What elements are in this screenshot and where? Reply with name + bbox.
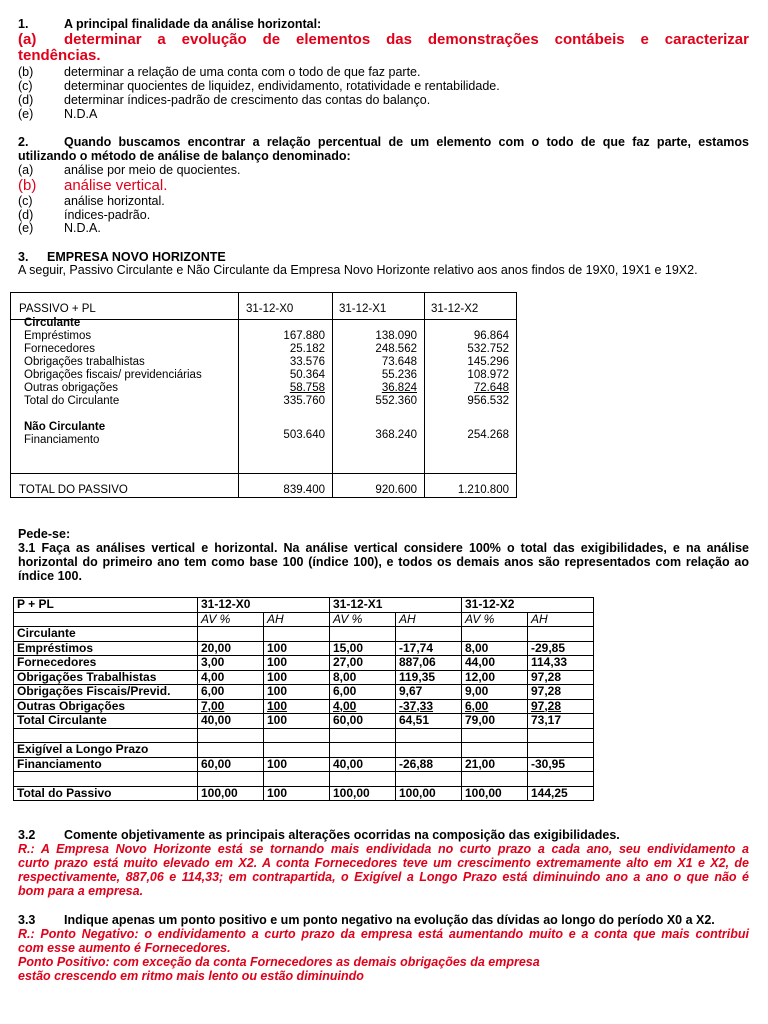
t2-cell — [330, 627, 396, 642]
q1-title: A principal finalidade da análise horizontal: — [64, 17, 322, 31]
t1-row-value: 25.182 — [289, 343, 325, 355]
q1-option-a-letter: (a) — [18, 31, 37, 48]
t1-row-label: Empréstimos — [24, 330, 92, 342]
t2-sub-av-x1: AV % — [330, 612, 396, 627]
t1-row-value: 36.824 — [381, 382, 417, 394]
t2-row — [14, 641, 594, 656]
q1-option-a-text: determinar a evolução de elementos das demonstrações contábeis e caracterizar — [64, 31, 749, 48]
t2-row — [14, 786, 594, 801]
t2-cell: 44,00 — [462, 656, 528, 671]
t2-cell — [462, 627, 528, 642]
t2-cell: 100,00 — [462, 786, 528, 801]
q2-option-e-text: N.D.A. — [64, 221, 101, 235]
q1-option-c-text: determinar quocientes de liquidez, endividamento, rotatividade e rentabilidade. — [64, 79, 500, 93]
t1-row-value: 33.576 — [289, 356, 325, 368]
q1-option-e-letter: (e) — [18, 107, 34, 121]
t2-row — [14, 699, 594, 714]
q2-title-line1: Quando buscamos encontrar a relação percentual de um elemento com o todo de que faz parte, estamos — [64, 135, 749, 149]
t2-h-x1: 31-12-X1 — [330, 598, 462, 613]
t1-row-label: Fornecedores — [24, 343, 95, 355]
t2-sub-blank — [14, 612, 198, 627]
t2-cell: -17,74 — [396, 641, 462, 656]
t2-cell — [264, 627, 330, 642]
q32-answer-line1: R.: A Empresa Novo Horizonte está se tornando mais endividada no curto prazo a cada ano, seu endividamento a — [18, 842, 749, 856]
t2-cell: 100 — [264, 786, 330, 801]
t1-row-value: 72.648 — [473, 382, 509, 394]
t2-cell — [396, 772, 462, 787]
t2-cell: 6,00 — [330, 685, 396, 700]
q2-option-b-text: análise vertical. — [64, 177, 168, 194]
q2-option-e-letter: (e) — [18, 221, 34, 235]
t1-header-x2: 31-12-X2 — [431, 303, 479, 315]
t1-row-value: 73.648 — [381, 356, 417, 368]
t2-row-label — [14, 772, 198, 787]
t1-row-value: 55.236 — [381, 369, 417, 381]
passivo-table — [10, 292, 517, 498]
t2-row-label: Outras Obrigações — [14, 699, 198, 714]
t2-sub-ah-x1: AH — [396, 612, 462, 627]
t2-row — [14, 772, 594, 787]
t1-row-value: 532.752 — [467, 343, 509, 355]
t2-sub-av-x0: AV % — [198, 612, 264, 627]
t2-cell: 100 — [264, 641, 330, 656]
t1-total-x2: 1.210.800 — [457, 484, 509, 496]
t2-cell — [528, 627, 594, 642]
pede-line2: horizontal do primeiro ano tem como base 100 (índice 100), e todos os demais anos são representados com relação ao — [18, 555, 749, 569]
t2-cell: 100 — [264, 670, 330, 685]
t1-header-x1: 31-12-X1 — [339, 303, 387, 315]
t2-cell: 6,00 — [462, 699, 528, 714]
t1-fin-x1: 368.240 — [375, 429, 417, 441]
t2-cell: 79,00 — [462, 714, 528, 729]
t1-row-value: 96.864 — [473, 330, 509, 342]
t1-row-value: 50.364 — [289, 369, 325, 381]
t1-row-value: 145.296 — [467, 356, 509, 368]
t2-sub-av-x2: AV % — [462, 612, 528, 627]
t1-row-label: Outras obrigações — [24, 382, 118, 394]
t2-cell: -37,33 — [396, 699, 462, 714]
t2-cell: 100 — [264, 685, 330, 700]
q3-intro: A seguir, Passivo Circulante e Não Circulante da Empresa Novo Horizonte relativo aos anos findos de 19X0, 19X1 e 19X2. — [18, 263, 698, 277]
q2-option-a-text: análise por meio de quocientes. — [64, 163, 241, 177]
t2-cell — [264, 772, 330, 787]
t2-row — [14, 714, 594, 729]
t2-cell — [396, 743, 462, 758]
t2-cell — [396, 627, 462, 642]
t2-cell: 15,00 — [330, 641, 396, 656]
analysis-table — [13, 597, 594, 801]
t2-sub-ah-x2: AH — [528, 612, 594, 627]
t1-fin-x0: 503.640 — [283, 429, 325, 441]
t2-cell: 60,00 — [330, 714, 396, 729]
t2-row — [14, 728, 594, 743]
q2-option-b-letter: (b) — [18, 177, 37, 194]
t2-cell: 100 — [264, 699, 330, 714]
t2-cell: 144,25 — [528, 786, 594, 801]
t2-cell: 9,67 — [396, 685, 462, 700]
t2-row — [14, 670, 594, 685]
t2-cell — [330, 743, 396, 758]
q2-option-a-letter: (a) — [18, 163, 34, 177]
t2-cell: -29,85 — [528, 641, 594, 656]
t2-cell: 20,00 — [198, 641, 264, 656]
t2-row — [14, 656, 594, 671]
t2-cell — [198, 627, 264, 642]
t2-h-label: P + PL — [14, 598, 198, 613]
t1-fin-label: Financiamento — [24, 434, 100, 446]
q3-title: EMPRESA NOVO HORIZONTE — [47, 250, 226, 264]
t2-cell: 9,00 — [462, 685, 528, 700]
t2-cell: 97,28 — [528, 699, 594, 714]
t2-cell: 8,00 — [330, 670, 396, 685]
t1-row-value: 108.972 — [467, 369, 509, 381]
q33-title: Indique apenas um ponto positivo e um ponto negativo na evolução das dívidas ao longo do período X0 a X2. — [64, 913, 715, 927]
t2-cell: 73,17 — [528, 714, 594, 729]
t2-cell — [462, 743, 528, 758]
t1-row-value: 335.760 — [283, 395, 325, 407]
t1-total-label: TOTAL DO PASSIVO — [19, 484, 128, 496]
t1-row-value: 956.532 — [467, 395, 509, 407]
t2-cell — [462, 772, 528, 787]
t2-cell: 4,00 — [198, 670, 264, 685]
q1-number: 1. — [18, 17, 29, 31]
t2-cell: 97,28 — [528, 685, 594, 700]
t2-cell — [528, 743, 594, 758]
t2-cell — [462, 728, 528, 743]
t2-cell: 21,00 — [462, 757, 528, 772]
t2-h-x0: 31-12-X0 — [198, 598, 330, 613]
t2-cell: 6,00 — [198, 685, 264, 700]
t2-cell: 887,06 — [396, 656, 462, 671]
q1-option-e-text: N.D.A — [64, 107, 98, 121]
t1-header-x0: 31-12-X0 — [246, 303, 294, 315]
q2-option-c-letter: (c) — [18, 194, 33, 208]
t2-cell: 40,00 — [330, 757, 396, 772]
t2-row-label: Total Circulante — [14, 714, 198, 729]
t2-row-label — [14, 728, 198, 743]
q33-answer-line2: com esse aumento é Fornecedores. — [18, 941, 231, 955]
t2-cell: 7,00 — [198, 699, 264, 714]
t2-cell: 100 — [264, 656, 330, 671]
t2-cell: -30,95 — [528, 757, 594, 772]
t2-cell — [198, 772, 264, 787]
t1-row-label: Total do Circulante — [24, 395, 120, 407]
t2-row-label: Obrigações Fiscais/Previd. — [14, 685, 198, 700]
q2-number: 2. — [18, 135, 29, 149]
t1-group-circulante: Circulante — [24, 317, 81, 329]
t2-cell — [264, 728, 330, 743]
t2-cell: 114,33 — [528, 656, 594, 671]
q2-option-d-text: índices-padrão. — [64, 208, 151, 222]
t2-subheader-row — [14, 612, 594, 627]
t2-cell: 119,35 — [396, 670, 462, 685]
t2-cell — [198, 728, 264, 743]
q33-answer-line1: R.: Ponto Negativo: o endividamento a curto prazo da empresa está aumentando muito e a conta que mais contribui — [18, 927, 749, 941]
t2-cell: 4,00 — [330, 699, 396, 714]
q3-number: 3. — [18, 250, 29, 264]
t2-cell: 100 — [264, 757, 330, 772]
t2-row-label: Exigível a Longo Prazo — [14, 743, 198, 758]
t2-row-label: Circulante — [14, 627, 198, 642]
t1-row-value: 248.562 — [375, 343, 417, 355]
t2-cell — [330, 728, 396, 743]
t2-row-label: Fornecedores — [14, 656, 198, 671]
t1-total-x1: 920.600 — [375, 484, 417, 496]
q32-answer-line3: respectivamente, 887,06 e 114,33; em contrapartida, o Exigível a Longo Prazo está diminuindo ano a ano o que não é — [18, 870, 749, 884]
t2-cell — [198, 743, 264, 758]
t2-cell: 100 — [264, 714, 330, 729]
q32-number: 3.2 — [18, 828, 36, 842]
q32-title: Comente objetivamente as principais alterações ocorridas na composição das exigibilidades. — [64, 828, 620, 842]
t2-cell — [528, 728, 594, 743]
q2-title-line2: utilizando o método de análise de balanço denominado: — [18, 149, 351, 163]
t2-cell: 64,51 — [396, 714, 462, 729]
t1-row-value: 58.758 — [289, 382, 325, 394]
t1-row-label: Obrigações fiscais/ previdenciárias — [24, 369, 202, 381]
t2-cell: 100,00 — [396, 786, 462, 801]
t2-h-x2: 31-12-X2 — [462, 598, 594, 613]
t1-row-value: 138.090 — [375, 330, 417, 342]
t2-cell: 3,00 — [198, 656, 264, 671]
t2-cell — [330, 772, 396, 787]
t2-cell: 12,00 — [462, 670, 528, 685]
t2-row — [14, 757, 594, 772]
q1-option-a-cont: tendências. — [18, 47, 101, 64]
t2-row — [14, 627, 594, 642]
t1-row-label: Obrigações trabalhistas — [24, 356, 145, 368]
t1-total-x0: 839.400 — [283, 484, 325, 496]
t2-row-label: Obrigações Trabalhistas — [14, 670, 198, 685]
q1-option-b-letter: (b) — [18, 65, 34, 79]
t2-cell: -26,88 — [396, 757, 462, 772]
t2-row-label: Total do Passivo — [14, 786, 198, 801]
t1-row-value: 552.360 — [375, 395, 417, 407]
q1-option-c-letter: (c) — [18, 79, 33, 93]
t2-cell: 100,00 — [198, 786, 264, 801]
q32-answer-line4: bom para a empresa. — [18, 884, 144, 898]
t2-row-label: Financiamento — [14, 757, 198, 772]
q32-answer-line2: curto prazo está muito elevado em X2. A conta Fornecedores teve um crescimento extremamente alto em X1 e X2, de — [18, 856, 749, 870]
t2-cell: 60,00 — [198, 757, 264, 772]
q33-answer-line4: estão crescendo em ritmo mais lento ou estão diminuindo — [18, 969, 364, 983]
t1-group-nao-circulante: Não Circulante — [24, 421, 106, 433]
q2-option-d-letter: (d) — [18, 208, 34, 222]
t2-cell: 27,00 — [330, 656, 396, 671]
t2-header-row — [14, 598, 594, 613]
t2-cell: 8,00 — [462, 641, 528, 656]
t2-row — [14, 685, 594, 700]
t2-cell — [396, 728, 462, 743]
q1-option-d-letter: (d) — [18, 93, 34, 107]
pede-line3: índice 100. — [18, 569, 82, 583]
t1-fin-x2: 254.268 — [467, 429, 509, 441]
t2-row — [14, 743, 594, 758]
t2-cell: 100,00 — [330, 786, 396, 801]
q1-option-b-text: determinar a relação de uma conta com o todo de que faz parte. — [64, 65, 421, 79]
t2-sub-ah-x0: AH — [264, 612, 330, 627]
q33-number: 3.3 — [18, 913, 36, 927]
t2-cell — [528, 772, 594, 787]
pede-title: Pede-se: — [18, 527, 71, 541]
t2-row-label: Empréstimos — [14, 641, 198, 656]
q2-option-c-text: análise horizontal. — [64, 194, 165, 208]
pede-line1: 3.1 Faça as análises vertical e horizontal. Na análise vertical considere 100% o total das exigibilidades, e na análise — [18, 541, 749, 555]
t2-cell: 97,28 — [528, 670, 594, 685]
t1-header-label: PASSIVO + PL — [19, 303, 96, 315]
t1-row-value: 167.880 — [283, 330, 325, 342]
t2-cell — [264, 743, 330, 758]
t2-cell: 40,00 — [198, 714, 264, 729]
q1-option-d-text: determinar índices-padrão de crescimento das contas do balanço. — [64, 93, 431, 107]
q33-answer-line3: Ponto Positivo: com exceção da conta Fornecedores as demais obrigações da empresa — [18, 955, 540, 969]
